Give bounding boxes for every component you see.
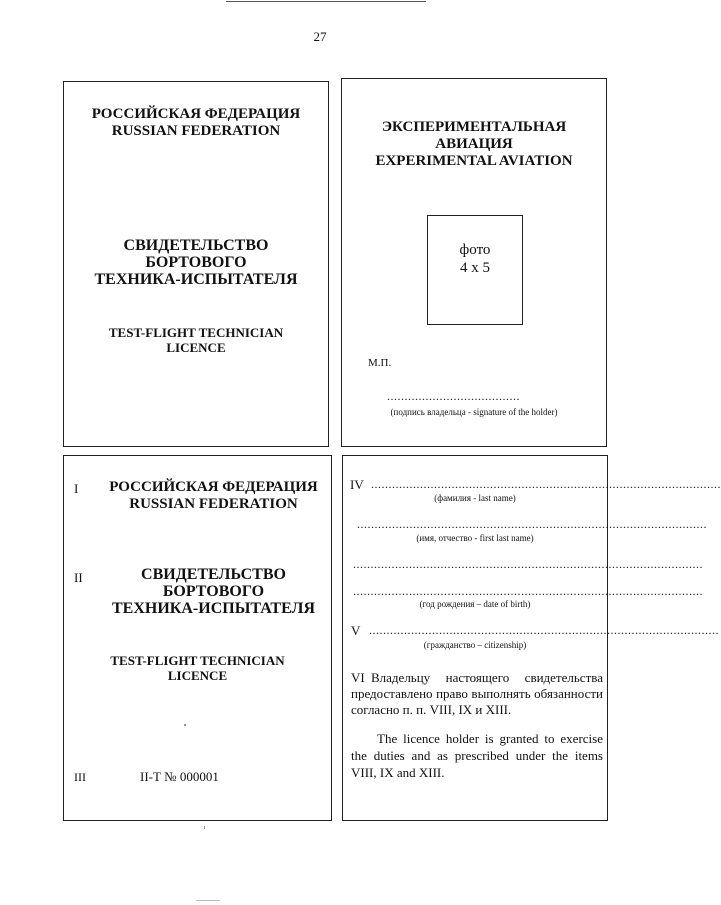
citizenship-line: .................................................................................................... bbox=[369, 623, 719, 637]
signature-caption: (подпись владельца - signature of the holder) bbox=[390, 407, 558, 417]
first-name-line: .................................................................................................... bbox=[357, 517, 707, 531]
country-name-ru: РОССИЙСКАЯ ФЕДЕРАЦИЯ bbox=[91, 106, 301, 122]
title-en-line-1: TEST-FLIGHT TECHNICIAN bbox=[108, 325, 284, 340]
title-ru-line-2: БОРТОВОГО bbox=[145, 254, 247, 271]
holder-details-panel bbox=[342, 455, 721, 821]
birth-date-caption: (год рождения – date of birth) bbox=[419, 599, 531, 609]
extra-line: .................................................................................................... bbox=[353, 557, 703, 571]
citizenship-caption: (гражданство – citizenship) bbox=[423, 640, 527, 650]
first-name-caption: (имя, отчество - first last name) bbox=[416, 533, 534, 543]
section-i-label: I bbox=[74, 481, 79, 496]
heading-line-1: ЭКСПЕРИМЕНТАЛЬНАЯ bbox=[381, 119, 567, 135]
heading-line-3: EXPERIMENTAL AVIATION bbox=[375, 153, 573, 169]
title-ru-line-1: СВИДЕТЕЛЬСТВО bbox=[141, 566, 286, 583]
country-name-ru: РОССИЙСКАЯ ФЕДЕРАЦИЯ bbox=[109, 479, 318, 495]
title-ru-line-3: ТЕХНИКА-ИСПЫТАТЕЛЯ bbox=[94, 271, 298, 288]
rights-text-ru: Владельцу настоящего свидетельства предоставлено право выполнять обязанности согласно п. п. VIII, IX и XIII. bbox=[351, 670, 603, 717]
scan-mark bbox=[204, 826, 205, 829]
title-en-line-2: LICENCE bbox=[167, 668, 228, 683]
country-name-en: RUSSIAN FEDERATION bbox=[129, 496, 298, 512]
licence-cover-panel bbox=[63, 81, 329, 447]
last-name-caption: (фамилия - last name) bbox=[434, 493, 516, 503]
section-vi-label: VI bbox=[351, 670, 365, 685]
scan-speck bbox=[184, 724, 186, 726]
section-v-label: V bbox=[351, 623, 361, 638]
rights-text-en: The licence holder is granted to exercise the duties and as prescribed under the items VIII, IX and XIII. bbox=[351, 731, 603, 780]
bottom-scan-mark bbox=[196, 900, 220, 901]
stamp-label: М.П. bbox=[368, 357, 392, 369]
title-ru-line-2: БОРТОВОГО bbox=[162, 583, 265, 600]
title-ru-line-3: ТЕХНИКА-ИСПЫТАТЕЛЯ bbox=[111, 600, 316, 617]
title-en-line-2: LICENCE bbox=[166, 340, 226, 355]
heading-line-2: АВИАЦИЯ bbox=[435, 136, 513, 152]
section-iv-label: IV bbox=[350, 477, 364, 492]
photo-panel bbox=[341, 78, 607, 447]
section-ii-label: II bbox=[74, 570, 83, 585]
licence-info-panel bbox=[63, 455, 332, 821]
page-number: 27 bbox=[313, 29, 327, 44]
birth-date-line: .................................................................................................... bbox=[353, 584, 703, 598]
title-en-line-1: TEST-FLIGHT TECHNICIAN bbox=[110, 653, 285, 668]
section-iii-label: III bbox=[74, 770, 86, 784]
top-rule bbox=[226, 1, 426, 2]
signature-line: ...................................... bbox=[387, 389, 520, 403]
photo-placeholder bbox=[427, 215, 523, 325]
licence-number: II-Т № 000001 bbox=[140, 769, 219, 784]
last-name-line: .................................................................................................... bbox=[371, 477, 721, 491]
photo-size: 4 x 5 bbox=[460, 260, 490, 276]
photo-label: фото bbox=[459, 242, 491, 258]
country-name-en: RUSSIAN FEDERATION bbox=[111, 123, 281, 139]
title-ru-line-1: СВИДЕТЕЛЬСТВО bbox=[123, 237, 269, 254]
